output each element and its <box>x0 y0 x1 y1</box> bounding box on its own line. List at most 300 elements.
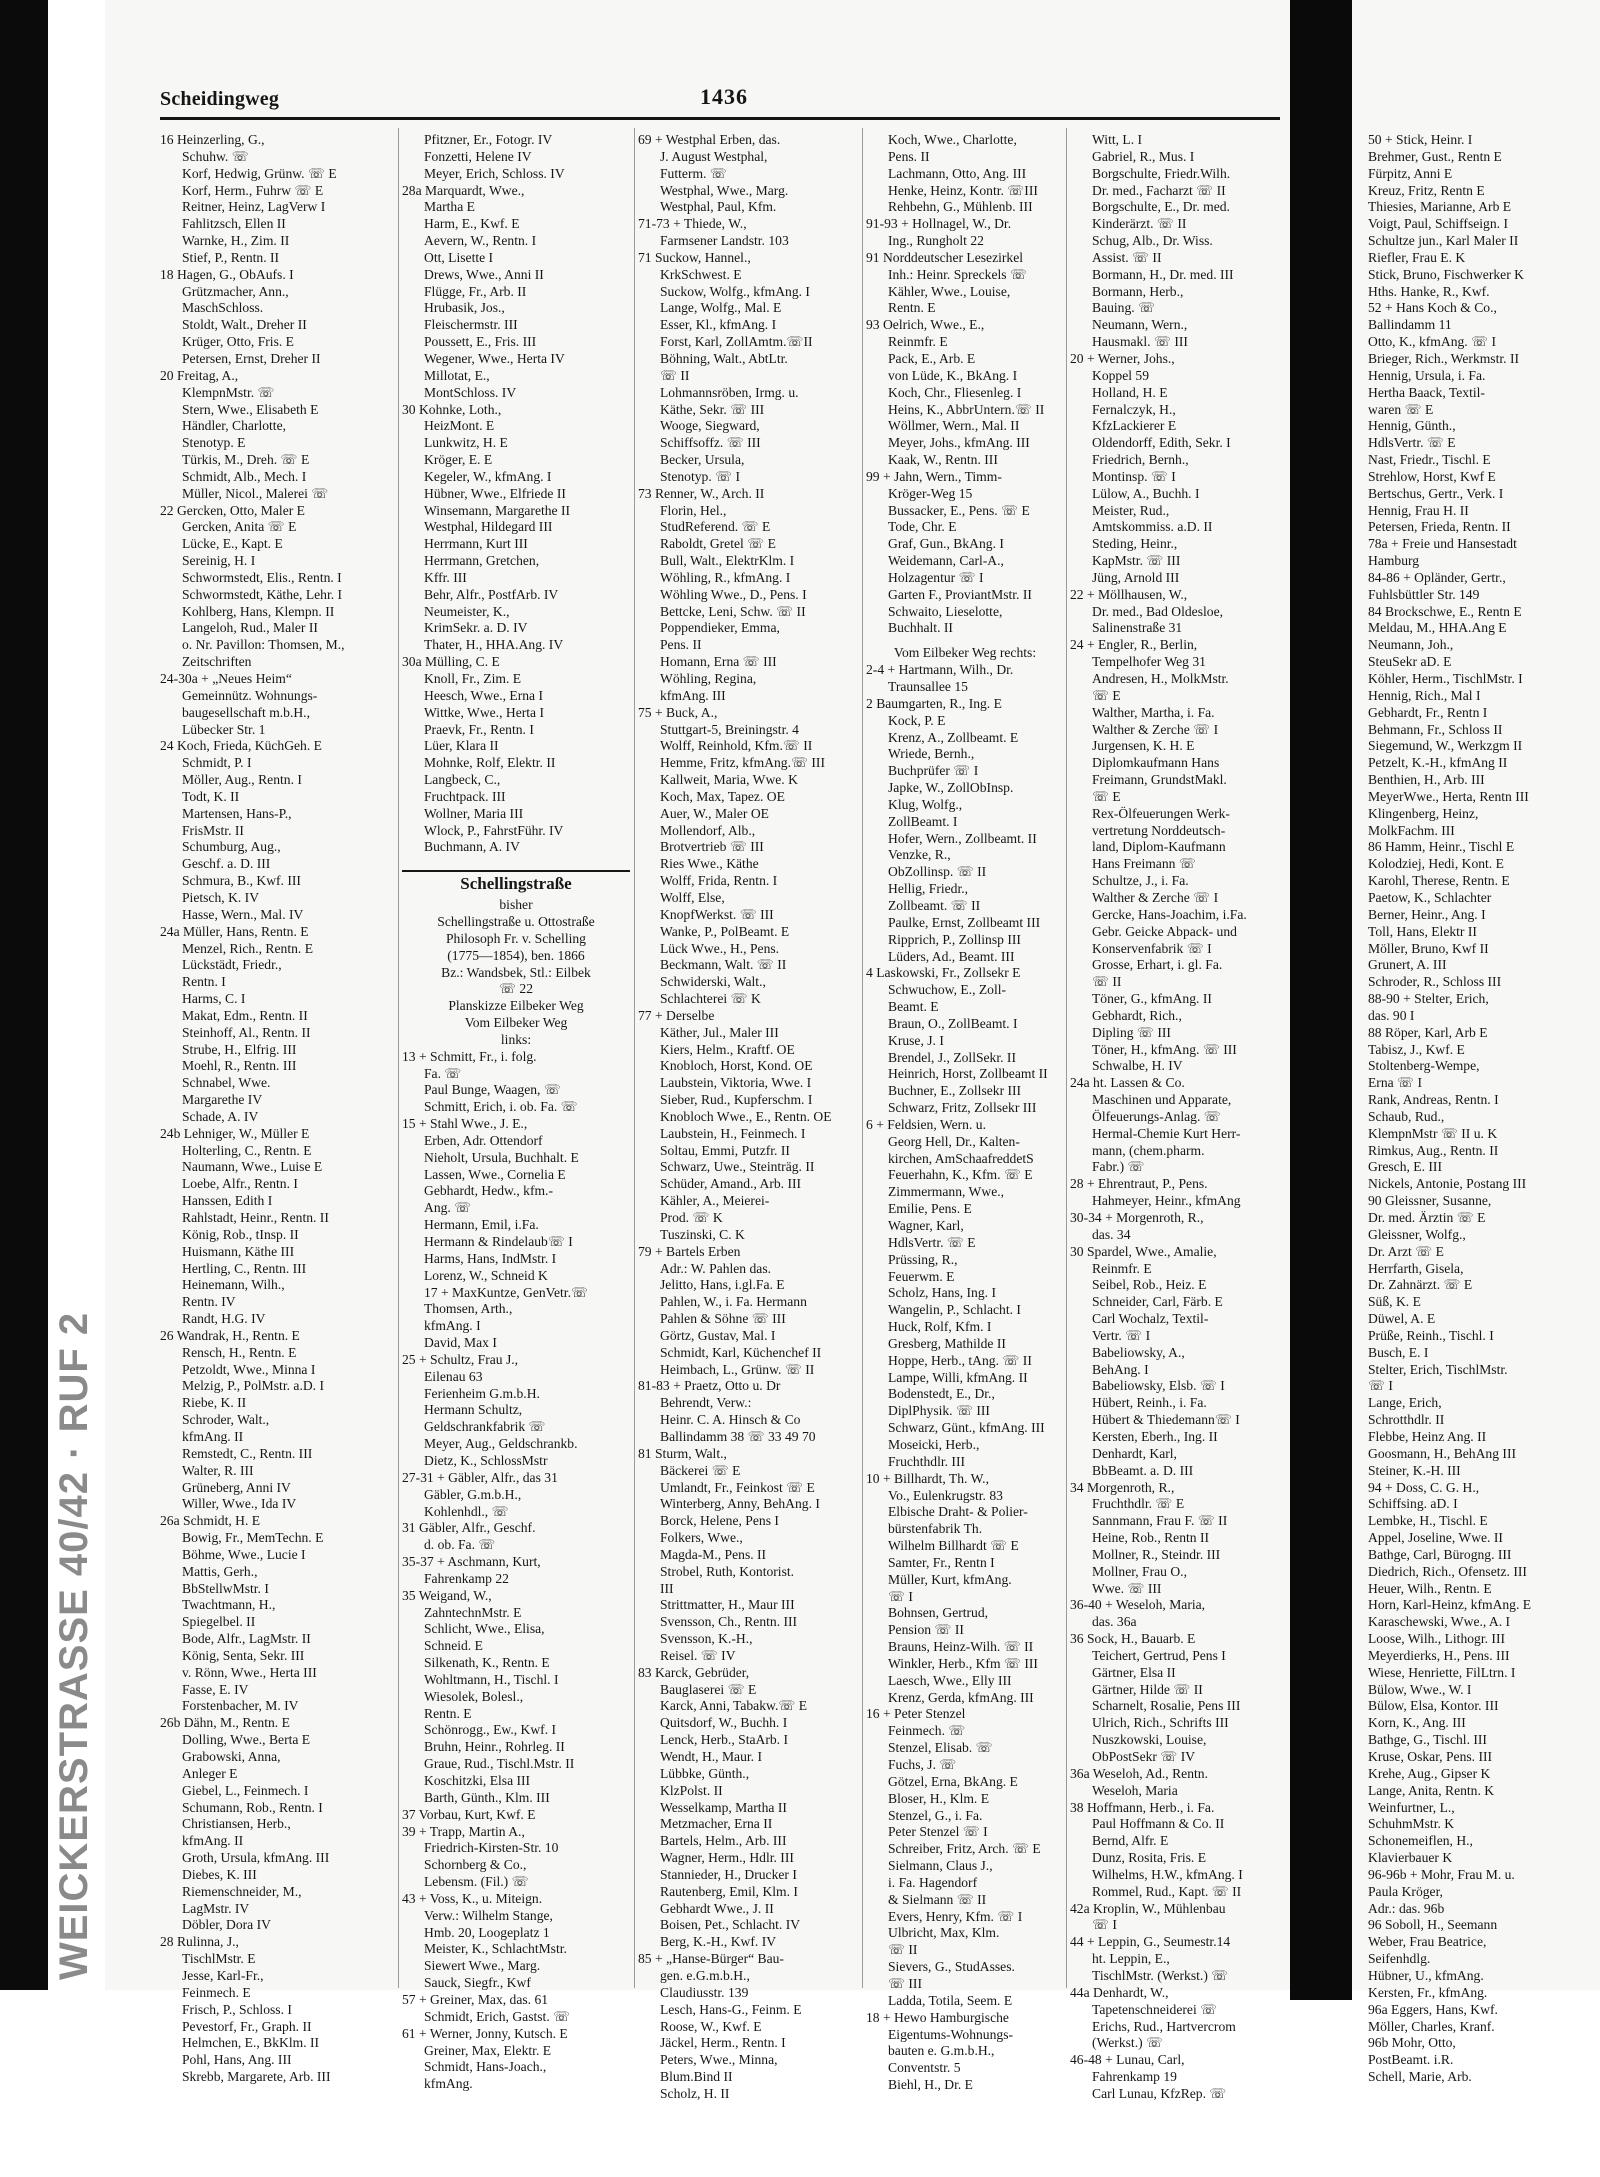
directory-entry: Paulke, Ernst, Zollbeamt III <box>888 914 1041 930</box>
directory-entry: Diplomkaufmann Hans <box>1092 755 1220 771</box>
directory-entry: Wilhelms, H.W., kfmAng. I <box>1092 1866 1243 1882</box>
directory-entry: Futterm. ☏ <box>660 165 727 181</box>
directory-entry: Eilenau 63 <box>424 1368 483 1384</box>
directory-entry: Mollner, Frau O., <box>1092 1563 1187 1579</box>
directory-entry: Händler, Charlotte, <box>182 418 287 434</box>
directory-entry: 13 + Schmitt, Fr., i. folg. <box>402 1048 537 1064</box>
directory-entry: Brotvertrieb ☏ III <box>660 839 764 855</box>
directory-entry: Jäckel, Herm., Rentn. I <box>660 2035 786 2051</box>
directory-entry: Blum.Bind II <box>660 2069 733 2085</box>
directory-entry: Gercken, Anita ☏ E <box>182 519 297 535</box>
directory-entry: Ripprich, P., Zollinsp III <box>888 931 1021 947</box>
directory-entry: 96b Mohr, Otto, <box>1368 2035 1456 2051</box>
directory-entry: Paula Kröger, <box>1368 1883 1443 1899</box>
directory-entry: Reitner, Heinz, LagVerw I <box>182 199 326 215</box>
directory-entry: 22 Gercken, Otto, Maler E <box>160 502 305 518</box>
directory-entry: Koch, Wwe., Charlotte, <box>888 132 1017 147</box>
directory-entry: Hennig, Frau H. II <box>1368 502 1469 518</box>
directory-column-2 <box>402 132 630 2092</box>
directory-entry: Schlicht, Wwe., Elisa, <box>424 1621 545 1637</box>
directory-entry: ☏ E <box>1092 687 1121 703</box>
directory-entry: Hennig, Ursula, i. Fa. <box>1368 367 1486 383</box>
directory-entry: Lunkwitz, H. E <box>424 435 508 451</box>
directory-entry: Wangelin, P., Schlacht. I <box>888 1302 1021 1318</box>
directory-entry: Lampe, Willi, kfmAng. II <box>888 1369 1028 1385</box>
directory-entry: Vom Eilbeker Weg rechts: <box>893 645 1037 661</box>
directory-entry: Evers, Henry, Kfm. ☏ I <box>888 1908 1023 1924</box>
directory-entry: König, Senta, Sekr. III <box>182 1647 305 1663</box>
directory-entry: Millotat, E., <box>424 367 490 383</box>
directory-entry: Klavierbauer K <box>1368 1850 1453 1866</box>
directory-entry: Mollner, R., Steindr. III <box>1092 1546 1221 1562</box>
directory-entry: 50 + Stick, Heinr. I <box>1368 132 1473 147</box>
directory-entry: Schiffsoffz. ☏ III <box>660 435 761 451</box>
directory-entry: 26a Schmidt, H. E <box>160 1513 261 1529</box>
directory-entry: Gemeinnütz. Wohnungs- <box>182 687 318 703</box>
directory-entry: 91-93 + Hollnagel, W., Dr. <box>866 216 1012 232</box>
directory-entry: Kegeler, W., kfmAng. I <box>424 468 552 484</box>
directory-entry: DiplPhysik. ☏ III <box>888 1403 990 1419</box>
directory-entry: Poppendieker, Emma, <box>660 620 780 636</box>
directory-entry: Melzig, P., PolMstr. a.D. I <box>182 1378 324 1394</box>
directory-entry: 30 Kohnke, Loth., <box>402 401 502 417</box>
directory-entry: 35-37 + Aschmann, Kurt, <box>402 1554 541 1570</box>
directory-entry: 73 Renner, W., Arch. II <box>638 485 765 501</box>
directory-entry: Gebhardt Wwe., J. II <box>660 1900 774 1916</box>
directory-entry: Hübner, U., kfmAng. <box>1368 1967 1484 1983</box>
directory-entry: Skrebb, Margarete, Arb. III <box>182 2069 331 2085</box>
directory-entry: Bartels, Helm., Arb. III <box>660 1833 787 1849</box>
directory-entry: 78a + Freie und Hansestadt <box>1368 536 1517 552</box>
column-divider <box>634 128 635 1988</box>
directory-entry: links: <box>500 1031 532 1047</box>
directory-entry: HdlsVertr. ☏ E <box>888 1234 976 1250</box>
directory-entry: Hermann, Emil, i.Fa. <box>424 1217 539 1233</box>
directory-entry: land, Diplom-Kaufmann <box>1092 839 1226 855</box>
directory-entry: Erna ☏ I <box>1368 1075 1422 1091</box>
directory-entry: Wooge, Siegward, <box>660 418 760 434</box>
directory-entry: 24a ht. Lassen & Co. <box>1070 1075 1185 1091</box>
directory-entry: Hermann & Rindelaub☏ I <box>424 1234 573 1249</box>
directory-entry: Suckow, Wolfg., kfmAng. I <box>660 283 810 299</box>
directory-entry: Karohl, Therese, Rentn. E <box>1368 873 1510 889</box>
directory-entry: Böhme, Wwe., Lucie I <box>182 1546 306 1562</box>
directory-entry: Feinmech. E <box>182 1984 251 2000</box>
directory-entry: Samter, Fr., Rentn I <box>888 1554 995 1570</box>
directory-entry: 2 Baumgarten, R., Ing. E <box>866 695 1002 711</box>
directory-entry: Schwarz, Uwe., Steinträg. II <box>660 1159 815 1175</box>
directory-entry: Stoldt, Walt., Dreher II <box>182 317 307 333</box>
directory-entry: Pahlen, W., i. Fa. Hermann <box>660 1294 807 1310</box>
directory-entry: Freimann, GrundstMakl. <box>1092 772 1227 788</box>
directory-entry: Becker, Ursula, <box>660 452 745 468</box>
directory-entry: Lülow, A., Buchh. I <box>1092 485 1200 501</box>
directory-entry: Görtz, Gustav, Mal. I <box>660 1327 776 1343</box>
directory-entry: Seibel, Rob., Heiz. E <box>1092 1277 1207 1293</box>
directory-entry: Böhning, Walt., AbtLtr. <box>660 350 788 366</box>
directory-entry: vertretung Norddeutsch- <box>1092 822 1226 838</box>
directory-entry: Koppel 59 <box>1092 367 1150 383</box>
directory-entry: Bode, Alfr., LagMstr. II <box>182 1631 311 1647</box>
directory-entry: 44 + Leppin, G., Seumestr.14 <box>1070 1934 1231 1950</box>
directory-entry: Remstedt, C., Rentn. III <box>182 1445 313 1461</box>
directory-entry: Lorenz, W., Schneid K <box>424 1267 548 1283</box>
directory-entry: Fahlitzsch, Ellen II <box>182 216 286 232</box>
directory-entry: Feinmech. ☏ <box>888 1723 966 1739</box>
directory-entry: Carl Lunau, KfzRep. ☏ <box>1092 2085 1227 2101</box>
directory-entry: 36a Weseloh, Ad., Rentn. <box>1070 1765 1208 1781</box>
directory-entry: Behrendt, Verw.: <box>660 1395 752 1411</box>
directory-entry: Fa. ☏ <box>424 1065 462 1081</box>
directory-entry: Konservenfabrik ☏ I <box>1092 940 1212 956</box>
directory-entry: SchuhmMstr. K <box>1368 1816 1455 1832</box>
directory-entry: Flebbe, Heinz Ang. II <box>1368 1428 1487 1444</box>
directory-entry: 18 + Hewo Hamburgische <box>866 2009 1009 2025</box>
directory-entry: Dr. med. Ärztin ☏ E <box>1368 1210 1486 1225</box>
directory-entry: Kiers, Helm., Kraftf. OE <box>660 1041 795 1057</box>
directory-column-4 <box>866 132 1064 2093</box>
directory-entry: Lebensm. (Fil.) ☏ <box>424 1874 529 1890</box>
directory-entry: Schade, A. IV <box>182 1108 259 1124</box>
directory-entry: Fruchthdlr. III <box>888 1453 966 1469</box>
directory-entry: Randt, H.G. IV <box>182 1311 266 1327</box>
facing-page-column <box>1368 132 1598 2086</box>
directory-entry: Stannieder, H., Drucker I <box>660 1866 797 1882</box>
directory-entry: Rautenberg, Emil, Klm. I <box>660 1883 798 1899</box>
directory-entry: ObPostSekr ☏ IV <box>1092 1749 1196 1764</box>
directory-entry: Gebhardt, Rich., <box>1092 1007 1182 1023</box>
directory-entry: Conventstr. 5 <box>888 2060 961 2076</box>
directory-entry: Schroder, R., Schloss III <box>1368 974 1502 990</box>
directory-entry: Strittmatter, H., Maur III <box>660 1597 795 1613</box>
directory-entry: Naumann, Wwe., Luise E <box>182 1159 323 1175</box>
directory-entry: Petzoldt, Wwe., Minna I <box>182 1361 316 1377</box>
directory-entry: Knoll, Fr., Zim. E <box>424 671 522 686</box>
directory-entry: FrisMstr. II <box>182 822 244 838</box>
directory-entry: Dipling ☏ III <box>1092 1024 1171 1040</box>
directory-entry: Zollbeamt. ☏ II <box>888 897 981 913</box>
directory-entry: 30a Mülling, C. E <box>402 654 500 670</box>
directory-entry: 37 Vorbau, Kurt, Kwf. E <box>402 1806 536 1822</box>
directory-entry: Graf, Gun., BkAng. I <box>888 536 1004 552</box>
directory-entry: Meyerdierks, H., Pens. III <box>1368 1647 1510 1663</box>
directory-entry: Wanke, P., PolBeamt. E <box>660 923 790 939</box>
directory-entry: Nickels, Antonie, Postang III <box>1368 1176 1527 1192</box>
directory-entry: 42a Kroplin, W., Mühlenbau <box>1070 1900 1226 1916</box>
directory-entry: Lübecker Str. 1 <box>182 721 266 737</box>
directory-entry: Herrmann, Kurt III <box>424 536 528 552</box>
directory-entry: Schmidt, Alb., Mech. I <box>182 468 307 484</box>
directory-entry: Roose, W., Kwf. E <box>660 2018 762 2034</box>
directory-entry: Gresch, E. III <box>1368 1159 1442 1175</box>
directory-entry: Gleissner, Wolfg., <box>1368 1226 1466 1242</box>
directory-entry: Inh.: Heinr. Spreckels ☏ <box>888 266 1027 282</box>
directory-entry: 99 + Jahn, Wern., Timm- <box>866 468 1002 484</box>
directory-entry: Eigentums-Wohnungs- <box>888 2026 1014 2042</box>
directory-entry: Lesch, Hans-G., Feinm. E <box>660 2001 802 2017</box>
directory-entry: Emilie, Pens. E <box>888 1201 972 1217</box>
directory-entry: Venzke, R., <box>888 847 951 863</box>
directory-entry: Raboldt, Gretel ☏ E <box>660 536 776 552</box>
directory-entry: 27-31 + Gäbler, Alfr., das 31 <box>402 1469 558 1485</box>
directory-entry: Diebes, K. III <box>182 1866 257 1882</box>
directory-entry: Friedrich-Kirsten-Str. 10 <box>424 1840 559 1856</box>
directory-entry: das. 34 <box>1092 1226 1131 1242</box>
directory-entry: Thater, H., HHA.Ang. IV <box>424 637 564 653</box>
directory-entry: Schwiderski, Walt., <box>660 974 766 990</box>
directory-entry: Geldschrankfabrik ☏ <box>424 1419 546 1435</box>
directory-entry: Harms, C. I <box>182 991 246 1007</box>
directory-entry: Pevestorf, Fr., Graph. II <box>182 2018 312 2034</box>
directory-entry: 28 + Ehrentraut, P., Pens. <box>1070 1176 1208 1192</box>
directory-entry: Hennig, Rich., Mal I <box>1368 687 1481 703</box>
directory-entry: Sievers, G., StudAsses. <box>888 1959 1015 1975</box>
directory-entry: Reisel. ☏ IV <box>660 1647 736 1663</box>
book-spine <box>0 0 48 1990</box>
directory-entry: 88-90 + Stelter, Erich, <box>1368 991 1489 1007</box>
directory-entry: Strube, H., Elfrig. III <box>182 1041 297 1057</box>
directory-entry: 88 Röper, Karl, Arb E <box>1368 1024 1488 1040</box>
directory-entry: KfzLackierer E <box>1092 418 1177 434</box>
directory-entry: Stick, Bruno, Fischwerker K <box>1368 266 1524 282</box>
directory-entry: Otto, K., kfmAng. ☏ I <box>1368 334 1497 350</box>
directory-entry: 69 + Westphal Erben, das. <box>638 132 781 147</box>
directory-entry: Laesch, Wwe., Elly III <box>888 1672 1012 1688</box>
directory-entry: Gebhardt, Hedw., kfm.- <box>424 1183 553 1199</box>
directory-entry: Jüng, Arnold III <box>1092 569 1180 585</box>
directory-entry: ☏ I <box>1092 1917 1117 1933</box>
directory-entry: Hahmeyer, Heinr., kfmAng <box>1092 1193 1241 1209</box>
directory-entry: 16 + Peter Stenzel <box>866 1706 966 1722</box>
directory-entry: Neumann, Wern., <box>1092 317 1188 333</box>
directory-entry: Bruhn, Heinr., Rohrleg. II <box>424 1739 565 1755</box>
directory-entry: Feuerwm. E <box>888 1268 955 1284</box>
directory-entry: Wolff, Frida, Rentn. I <box>660 873 778 889</box>
directory-entry: 84 Brockschwe, E., Rentn E <box>1368 603 1522 619</box>
directory-entry: Bohnsen, Gertrud, <box>888 1605 989 1621</box>
directory-entry: Petersen, Frieda, Rentn. II <box>1368 519 1511 535</box>
directory-entry: Pahlen & Söhne ☏ III <box>660 1311 786 1327</box>
directory-entry: Warnke, H., Zim. II <box>182 233 290 249</box>
directory-entry: Peter Stenzel ☏ I <box>888 1824 988 1840</box>
directory-entry: Neumeister, K., <box>424 603 510 619</box>
directory-entry: Mohnke, Rolf, Elektr. II <box>424 755 556 771</box>
directory-entry: Schreiber, Fritz, Arch. ☏ E <box>888 1841 1041 1857</box>
directory-entry: Meyer, Johs., kfmAng. III <box>888 435 1030 451</box>
directory-entry: Bz.: Wandsbek, Stl.: Eilbek <box>441 964 591 980</box>
directory-entry: Behmann, Fr., Schloss II <box>1368 721 1503 737</box>
directory-entry: Folkers, Wwe., <box>660 1530 743 1546</box>
directory-entry: Heinemann, Wilh., <box>182 1277 285 1293</box>
directory-entry: Brauns, Heinz-Wilh. ☏ II <box>888 1639 1034 1655</box>
directory-entry: Vo., Eulenkrugstr. 83 <box>888 1487 1003 1503</box>
directory-entry: Schellingstraße u. Ottostraße <box>437 913 595 929</box>
directory-entry: Riemenschneider, M., <box>182 1883 302 1899</box>
directory-entry: Tempelhofer Weg 31 <box>1092 654 1206 670</box>
directory-entry: Rehbehn, G., Mühlenb. III <box>888 199 1033 215</box>
directory-entry: Kffr. III <box>424 569 467 585</box>
directory-entry: ObZollinsp. ☏ II <box>888 864 987 880</box>
directory-entry: 39 + Trapp, Martin A., <box>402 1823 525 1839</box>
directory-entry: Gresberg, Mathilde II <box>888 1335 1006 1351</box>
directory-entry: Süß, K. E <box>1368 1294 1421 1310</box>
directory-entry: Langbeck, C., <box>424 772 501 788</box>
directory-entry: Petersen, Ernst, Dreher II <box>182 350 321 366</box>
directory-entry: Praevk, Fr., Rentn. I <box>424 721 534 737</box>
directory-entry <box>866 637 1064 645</box>
directory-entry: Sauck, Siegfr., Kwf <box>424 1975 531 1991</box>
directory-entry: Planskizze Eilbeker Weg <box>448 998 584 1014</box>
directory-entry: Hofer, Wern., Zollbeamt. II <box>888 830 1037 846</box>
directory-entry: Korn, K., Ang. III <box>1368 1715 1466 1731</box>
directory-entry: Wegener, Wwe., Herta IV <box>424 350 565 366</box>
directory-entry: Wendt, H., Maur. I <box>660 1749 762 1764</box>
directory-entry: Koschitzki, Elsa III <box>424 1773 531 1788</box>
directory-entry: 90 Gleissner, Susanne, <box>1368 1193 1492 1209</box>
directory-entry: Fuhlsbüttler Str. 149 <box>1368 586 1480 602</box>
directory-entry: Fleischermstr. III <box>424 317 518 333</box>
directory-entry: Laubstein, H., Feinmech. I <box>660 1125 806 1141</box>
directory-entry: Weinfurtner, L., <box>1368 1799 1455 1815</box>
directory-entry: 57 + Greiner, Max, das. 61 <box>402 1991 549 2007</box>
directory-entry: Meister, Rud., <box>1092 502 1170 518</box>
column-divider <box>398 128 399 1988</box>
directory-entry: Heinrich, Horst, Zollbeamt II <box>888 1066 1048 1082</box>
directory-entry: bauten e. G.m.b.H., <box>888 2043 995 2059</box>
directory-entry: Knobloch Wwe., E., Rentn. OE <box>660 1108 832 1124</box>
directory-entry: Pack, E., Arb. E <box>888 350 976 366</box>
directory-entry: Bülow, Elsa, Kontor. III <box>1368 1698 1499 1714</box>
directory-entry: Ballindamm 11 <box>1368 317 1452 333</box>
directory-entry: Dunz, Rosita, Fris. E <box>1092 1850 1207 1866</box>
directory-entry: Fasse, E. IV <box>182 1681 249 1697</box>
directory-entry: Meister, K., SchlachtMstr. <box>424 1941 567 1957</box>
directory-entry: 31 Gäbler, Alfr., Geschf. <box>402 1520 536 1536</box>
directory-entry: Wesselkamp, Martha II <box>660 1799 787 1815</box>
page-number: 1436 <box>700 84 748 109</box>
directory-entry: Quitsdorf, W., Buchh. I <box>660 1715 788 1731</box>
directory-entry: Soltau, Emmi, Putzfr. II <box>660 1142 790 1158</box>
directory-entry: TischlMstr. (Werkst.) ☏ <box>1092 1967 1229 1983</box>
directory-entry: 30-34 + Morgenroth, R., <box>1070 1210 1204 1225</box>
directory-entry: Döbler, Dora IV <box>182 1917 271 1933</box>
directory-entry: Grabowski, Anna, <box>182 1749 281 1764</box>
directory-entry: Lücke, E., Kapt. E <box>182 536 283 552</box>
directory-entry: Drews, Wwe., Anni II <box>424 266 544 282</box>
directory-entry <box>402 856 630 864</box>
directory-entry: 28 Rulinna, J., <box>160 1934 239 1950</box>
directory-entry: Schmidt, Hans-Joach., <box>424 2059 547 2075</box>
directory-entry: Heine, Rob., Rentn II <box>1092 1530 1210 1546</box>
directory-entry: Westphal, Hildegard III <box>424 519 553 535</box>
directory-entry: Pohl, Hans, Ang. III <box>182 2052 292 2068</box>
directory-entry: Jesse, Karl-Fr., <box>182 1967 264 1983</box>
directory-entry: Farmsener Landstr. 103 <box>660 233 789 249</box>
directory-entry: Christiansen, Herb., <box>182 1816 291 1832</box>
directory-entry: Stern, Wwe., Elisabeth E <box>182 401 319 417</box>
directory-entry: KlempnMstr ☏ II u. K <box>1368 1125 1498 1141</box>
directory-entry: Hübert & Thiedemann☏ I <box>1092 1412 1240 1428</box>
directory-entry: Kolodziej, Hedi, Kont. E <box>1368 856 1504 872</box>
directory-entry: Karck, Anni, Tabakw.☏ E <box>660 1698 808 1714</box>
directory-entry: Lembke, H., Tischl. E <box>1368 1513 1488 1529</box>
directory-entry: Barth, Günth., Klm. III <box>424 1789 550 1805</box>
directory-entry: Heimbach, L., Grünw. ☏ II <box>660 1361 815 1377</box>
directory-entry: kfmAng. I <box>424 1318 481 1334</box>
directory-entry: Wolff, Reinhold, Kfm.☏ II <box>660 738 813 754</box>
directory-entry: Schiffsing. aD. I <box>1368 1496 1458 1512</box>
directory-entry: 4 Laskowski, Fr., Zollsekr E <box>866 965 1021 981</box>
directory-entry: Strehlow, Horst, Kwf E <box>1368 468 1496 484</box>
directory-entry: Magda-M., Pens. II <box>660 1546 767 1562</box>
directory-entry: Wagner, Karl, <box>888 1218 964 1233</box>
directory-entry: Thiesies, Marianne, Arb E <box>1368 199 1512 215</box>
directory-entry: kirchen, AmSchaafreddetS <box>888 1150 1034 1166</box>
directory-entry: Fruchtpack. III <box>424 788 506 804</box>
directory-entry: Pens. II <box>660 637 702 653</box>
directory-entry: 10 + Billhardt, Th. W., <box>866 1470 989 1486</box>
directory-entry: Martha E <box>424 199 475 215</box>
directory-entry: Wöhling, Regina, <box>660 671 757 686</box>
directory-entry: Witt, L. I <box>1092 132 1143 147</box>
directory-entry: Giebel, L., Feinmech. I <box>182 1782 309 1798</box>
directory-entry: Wlock, P., FahrstFühr. IV <box>424 822 564 838</box>
directory-entry: Rank, Andreas, Rentn. I <box>1368 1092 1499 1108</box>
directory-entry: 43 + Voss, K., u. Miteign. <box>402 1890 543 1906</box>
directory-entry: Moseicki, Herb., <box>888 1436 980 1452</box>
directory-entry: ☏ II <box>1092 974 1122 990</box>
directory-entry: Türkis, M., Dreh. ☏ E <box>182 452 310 468</box>
directory-entry: Babeliowsky, Elsb. ☏ I <box>1092 1378 1225 1394</box>
directory-entry: Herrmann, Gretchen, <box>424 553 540 569</box>
directory-entry: Toll, Hans, Elektr II <box>1368 923 1477 939</box>
directory-entry: Sielmann, Claus J., <box>888 1858 993 1874</box>
directory-entry: Kohlenhdl., ☏ <box>424 1503 509 1519</box>
directory-entry: Peters, Wwe., Minna, <box>660 2052 778 2068</box>
directory-entry: 79 + Bartels Erben <box>638 1243 741 1259</box>
directory-entry: Bodenstedt, E., Dr., <box>888 1386 995 1402</box>
directory-entry: Langeloh, Rud., Maler II <box>182 620 318 636</box>
directory-entry: Aevern, W., Rentn. I <box>424 233 537 249</box>
directory-entry: kfmAng. III <box>660 687 726 703</box>
directory-entry: Ang. ☏ <box>424 1200 472 1216</box>
directory-entry: Schultze jun., Karl Maler II <box>1368 233 1519 249</box>
directory-entry: Borgschulte, E., Dr. med. <box>1092 199 1230 215</box>
street-heading: Schellingstraße <box>402 870 630 893</box>
header-rule <box>160 117 1280 120</box>
directory-entry: Kallweit, Maria, Wwe. K <box>660 772 798 788</box>
directory-entry: ☏ I <box>1368 1378 1393 1394</box>
directory-entry: Steding, Heinr., <box>1092 536 1178 552</box>
directory-entry: BbStellwMstr. I <box>182 1580 269 1596</box>
directory-entry: Andresen, H., MolkMstr. <box>1092 671 1229 686</box>
directory-entry: Willer, Wwe., Ida IV <box>182 1496 297 1512</box>
column-divider <box>1066 128 1067 1988</box>
directory-entry: von Lüde, K., BkAng. I <box>888 367 1018 383</box>
directory-entry: Kock, P. E <box>888 712 946 728</box>
directory-entry: Bertschus, Gertr., Verk. I <box>1368 485 1504 501</box>
directory-entry: Lenck, Herb., StaArb. I <box>660 1732 788 1748</box>
directory-entry: Wöllmer, Wern., Mal. II <box>888 418 1020 434</box>
directory-entry: König, Rob., tInsp. II <box>182 1226 299 1242</box>
directory-entry: 26 Wandrak, H., Rentn. E <box>160 1327 300 1343</box>
directory-entry: Rensch, H., Rentn. E <box>182 1344 297 1360</box>
directory-entry: Stenotyp. E <box>182 435 246 451</box>
directory-entry: Ulrich, Rich., Schrifts III <box>1092 1715 1229 1731</box>
directory-entry: kfmAng. <box>424 2076 473 2092</box>
directory-entry: Ladda, Totila, Seem. E <box>888 1992 1013 2008</box>
directory-entry: Holland, H. E <box>1092 384 1168 400</box>
